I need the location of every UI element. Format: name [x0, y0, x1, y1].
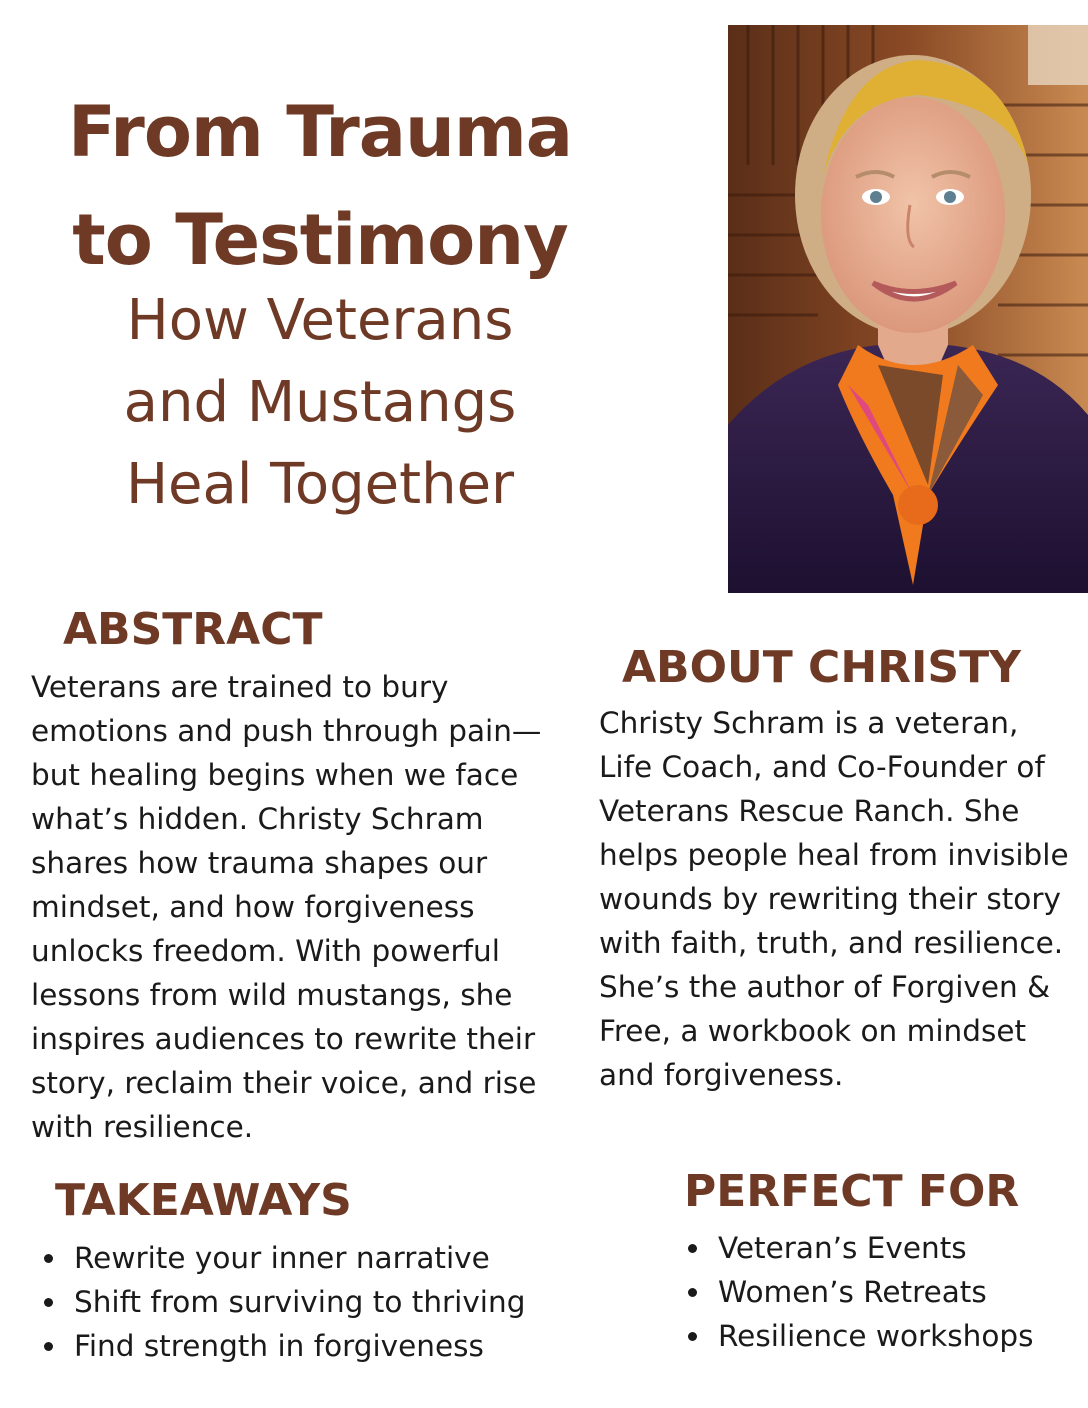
- speaker-portrait-illustration: [728, 25, 1088, 593]
- list-item: Resilience workshops: [676, 1314, 1033, 1358]
- subtitle-line-1: How Veterans: [126, 288, 514, 353]
- abstract-heading: ABSTRACT: [63, 604, 323, 655]
- page-title: [40, 78, 600, 294]
- list-item: Veteran’s Events: [676, 1226, 1033, 1270]
- about-heading: ABOUT CHRISTY: [622, 642, 1021, 693]
- perfect-for-heading: PERFECT FOR: [684, 1166, 1020, 1217]
- page-subtitle: [40, 280, 600, 526]
- list-item: Find strength in forgiveness: [32, 1324, 525, 1368]
- subtitle-line-2: and Mustangs: [123, 370, 517, 435]
- subtitle-line-3: Heal Together: [125, 452, 515, 517]
- abstract-text: Veterans are trained to bury emotions and push through pain— but healing begins when we face what’s hidden. Christy Schram shares how trauma shapes our mindset, and how forgiveness unlocks freedom. With powerful lessons from wild mustangs, she inspires audiences to rewrite their story, reclaim their voice, and rise with resilience.: [31, 670, 542, 1144]
- list-item: Rewrite your inner narrative: [32, 1236, 525, 1280]
- list-item: Shift from surviving to thriving: [32, 1280, 525, 1324]
- title-line-1: From Trauma: [67, 91, 573, 173]
- perfect-for-list: [676, 1226, 1033, 1358]
- about-text: Christy Schram is a veteran, Life Coach, and Co-Founder of Veterans Rescue Ranch. She helps people heal from invisible wounds by rewriting their story with faith, truth, and resilience. She’s the author of Forgiven & Free, a workbook on mindset and forgiveness.: [599, 706, 1069, 1092]
- list-item: Women’s Retreats: [676, 1270, 1033, 1314]
- speaker-photo: [728, 25, 1088, 593]
- title-line-2: to Testimony: [72, 199, 568, 281]
- takeaways-list: [32, 1236, 525, 1368]
- takeaways-heading: TAKEAWAYS: [55, 1175, 352, 1226]
